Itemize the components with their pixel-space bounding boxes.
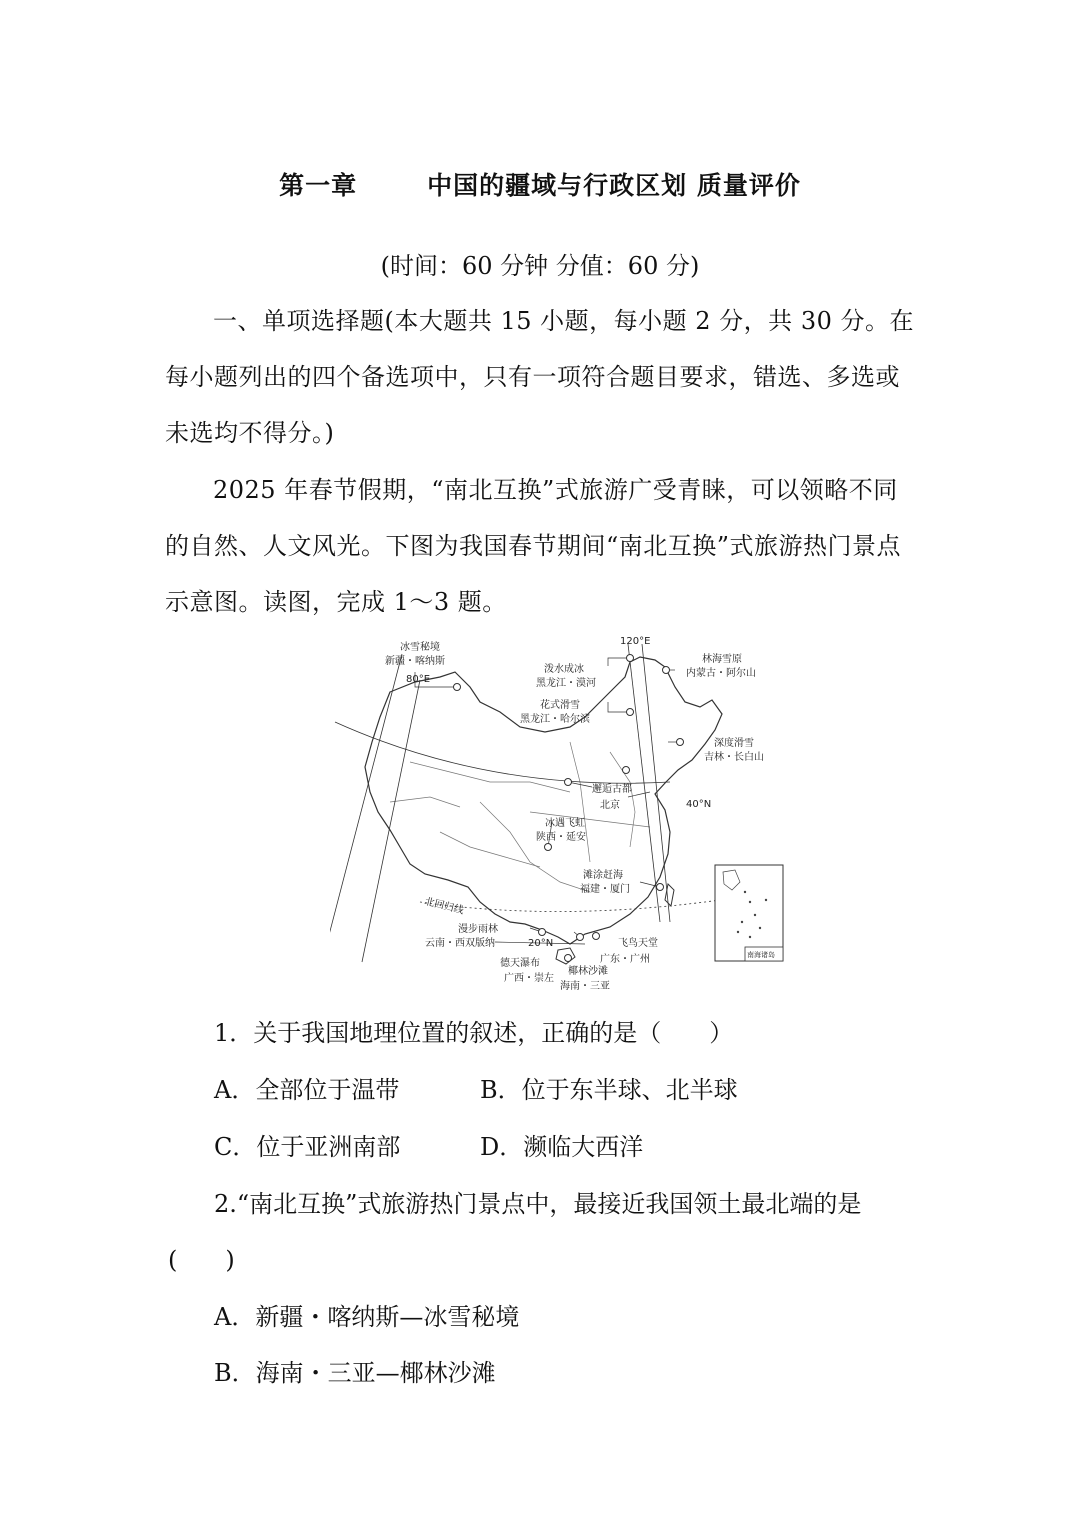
china-tourism-map xyxy=(330,632,790,997)
chapter-title: 中国的疆域与行政区划 质量评价 xyxy=(427,171,801,200)
question-1-option-a: A．全部位于温带 xyxy=(214,1076,400,1104)
label-aershan-title: 林海雪原 xyxy=(702,654,742,665)
label-tropic: 北回归线 xyxy=(423,896,465,917)
chapter-label: 第一章 xyxy=(279,171,358,200)
label-lat20: 20°N xyxy=(528,938,554,949)
label-changbai-title: 深度滑雪 xyxy=(714,738,754,749)
question-1-option-c: C．位于亚洲南部 xyxy=(214,1133,401,1161)
question-2-stem-cont: ( ) xyxy=(168,1246,235,1274)
label-lon120: 120°E xyxy=(620,636,651,647)
label-xinjiang-place: 新疆・喀纳斯 xyxy=(385,656,445,667)
page-title xyxy=(0,166,1080,202)
section-instructions: 一、单项选择题(本大题共 15 小题，每小题 2 分，共 30 分。在每小题列出的四个备选项中，只有一项符合题目要求，错选、多选或未选均不得分。) xyxy=(165,307,914,447)
label-detian-place: 广西・崇左 xyxy=(504,973,554,984)
label-lon80: 80°E xyxy=(406,674,431,685)
label-detian-title: 德天瀑布 xyxy=(500,958,540,969)
label-yanan-place: 陕西・延安 xyxy=(536,832,586,843)
label-yanan-title: 冰遇飞虹 xyxy=(545,818,585,829)
question-1-option-d: D．濒临大西洋 xyxy=(480,1133,644,1161)
question-1-stem: 1．关于我国地理位置的叙述，正确的是（ ） xyxy=(214,1019,734,1047)
label-sanya-place: 海南・三亚 xyxy=(560,981,610,992)
label-xsbn-title: 漫步雨林 xyxy=(458,924,498,935)
label-xsbn-place: 云南・西双版纳 xyxy=(425,938,495,949)
label-xiamen-title: 滩涂赶海 xyxy=(583,870,623,881)
question-2-stem: 2.“南北互换”式旅游热门景点中，最接近我国领土最北端的是 xyxy=(214,1190,862,1218)
label-mohe-title: 泼水成冰 xyxy=(544,664,584,675)
label-harbin-title: 花式滑雪 xyxy=(540,700,580,711)
label-guangzhou-place: 广东・广州 xyxy=(600,954,650,965)
label-changbai-place: 吉林・长白山 xyxy=(704,752,764,763)
question-context: 2025 年春节假期，“南北互换”式旅游广受青睐，可以领略不同的自然、人文风光。下图为我国春节期间“南北互换”式旅游热门景点示意图。读图，完成 1～3 题。 xyxy=(165,476,902,616)
question-2-option-b: B．海南・三亚—椰林沙滩 xyxy=(214,1359,496,1387)
label-aershan-place: 内蒙古・阿尔山 xyxy=(686,668,756,679)
label-beijing-title: 邂逅古都 xyxy=(592,784,632,795)
label-harbin-place: 黑龙江・哈尔滨 xyxy=(520,714,590,725)
label-mohe-place: 黑龙江・漠河 xyxy=(536,678,596,689)
label-inset: 南海诸岛 xyxy=(747,951,775,959)
label-xiamen-place: 福建・厦门 xyxy=(580,884,630,895)
label-beijing-place: 北京 xyxy=(600,800,620,811)
question-1-option-b: B．位于东半球、北半球 xyxy=(480,1076,738,1104)
exam-meta: (时间：60 分钟 分值：60 分) xyxy=(380,252,700,280)
label-sanya-title: 椰林沙滩 xyxy=(568,966,608,977)
question-2-option-a: A．新疆・喀纳斯—冰雪秘境 xyxy=(214,1303,520,1331)
label-lat40: 40°N xyxy=(686,799,712,810)
label-xinjiang-title: 冰雪秘境 xyxy=(400,642,440,653)
label-guangzhou-title: 飞鸟天堂 xyxy=(618,938,658,949)
